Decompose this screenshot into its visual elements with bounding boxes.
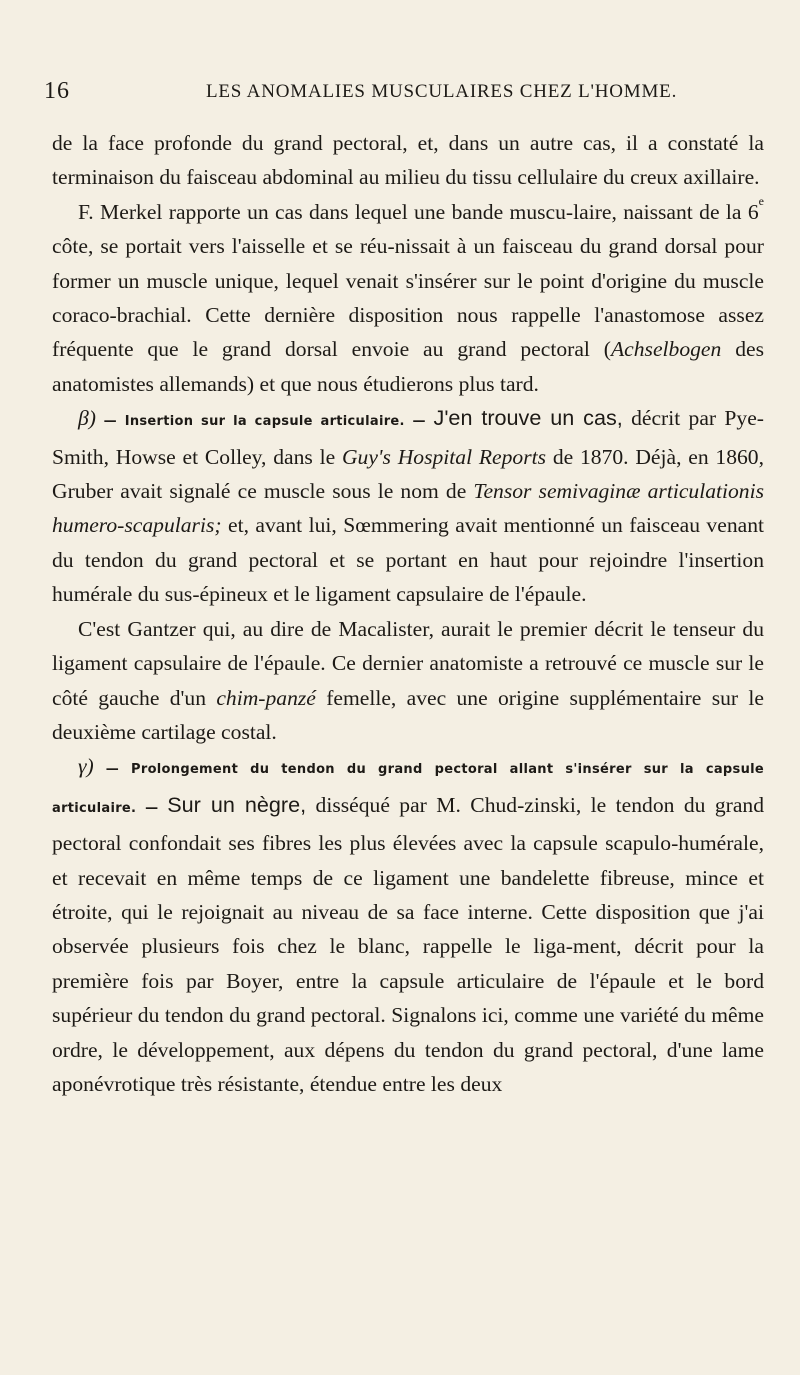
page-header: [44, 78, 764, 112]
paragraph-3-text-d: et, avant lui, Sœmmering avait mentionné un faisceau venant du tendon du grand pectoral et se portant en haut pour rejoindre l'insertion humérale du sus-épineux et le ligament capsulaire de l'épaule.: [52, 513, 764, 607]
paragraph-1: [52, 126, 764, 195]
page-number: 16: [44, 78, 70, 104]
superscript: e: [758, 193, 764, 208]
paragraph-2-text-c: des anatomistes allemands) et que nous étudierons plus tard.: [52, 337, 764, 396]
paragraph-5: [52, 749, 764, 1101]
paragraph-5-text-a: Sur un nègre,: [167, 791, 307, 817]
body-text: [52, 126, 764, 1101]
italic-term: chim-panzé: [216, 685, 316, 710]
paragraph-4-text-b: femelle, avec une origine supplémentaire sur le deuxième cartilage costal.: [52, 685, 764, 744]
section-marker: β): [78, 406, 96, 431]
paragraph-4: [52, 612, 764, 750]
paragraph-1-text: de la face profonde du grand pectoral, et, dans un autre cas, il a constaté la terminaison du faisceau abdominal au milieu du tissu cellulaire du creux axillaire.: [52, 131, 764, 190]
paragraph-3-text-a: J'en trouve un cas,: [433, 405, 623, 431]
paragraph-3: [52, 401, 764, 611]
paragraph-2-text-a: F. Merkel rapporte un cas dans lequel une bande muscu-laire, naissant de la 6: [78, 199, 759, 224]
italic-term: Achselbogen: [610, 337, 722, 362]
paragraph-5-text-b: disséqué par M. Chud-zinski, le tendon du grand pectoral confondait ses fibres les plus élevées avec la capsule scapulo-humérale, et recevait en même temps de ce ligament une bandelette fibreuse, mince et étroite, qui le rejoignait au niveau de sa face interne. Cette disposition que j'ai observée plusieurs fois chez le blanc, rappelle le liga-ment, décrit pour la première fois par Boyer, entre la capsule articulaire de l'épaule et le bord supérieur du tendon du grand pectoral. Signalons ici, comme une variété du même ordre, le développement, aux dépens du tendon du grand pectoral, d'une lame aponévrotique très résistante, étendue entre les deux: [52, 792, 764, 1096]
italic-journal: Guy's Hospital Reports: [341, 444, 547, 469]
paragraph-3-text-b: décrit par Pye-Smith, Howse et Colley, dans le: [52, 406, 764, 469]
paragraph-2: [52, 195, 764, 401]
section-marker: γ): [78, 754, 94, 779]
paragraph-4-text-a: C'est Gantzer qui, au dire de Macalister, aurait le premier décrit le tenseur du ligament capsulaire de l'épaule. Ce dernier anatomiste a retrouvé ce muscle sur le côté gauche d'un: [52, 616, 764, 710]
section-rubric: — Insertion sur la capsule articulaire. —: [95, 414, 434, 430]
running-title: LES ANOMALIES MUSCULAIRES CHEZ L'HOMME.: [206, 81, 678, 102]
paragraph-3-text-c: de 1870. Déjà, en 1860, Gruber avait signalé ce muscle sous le nom de: [52, 444, 764, 504]
italic-latin-term: Tensor semivaginæ articulationis humero-scapularis;: [52, 479, 764, 538]
paragraph-2-text-b: côte, se portait vers l'aisselle et se réu-nissait à un faisceau du grand dorsal pour former un muscle unique, lequel venait s'insérer sur le point d'origine du muscle coraco-brachial. Cette dernière disposition nous rappelle l'anastomose assez fréquente que le grand dorsal envoie au grand pectoral (: [52, 234, 764, 362]
section-rubric: — Prolongement du tendon du grand pectoral allant s'insérer sur la capsule articulaire. —: [52, 762, 764, 816]
